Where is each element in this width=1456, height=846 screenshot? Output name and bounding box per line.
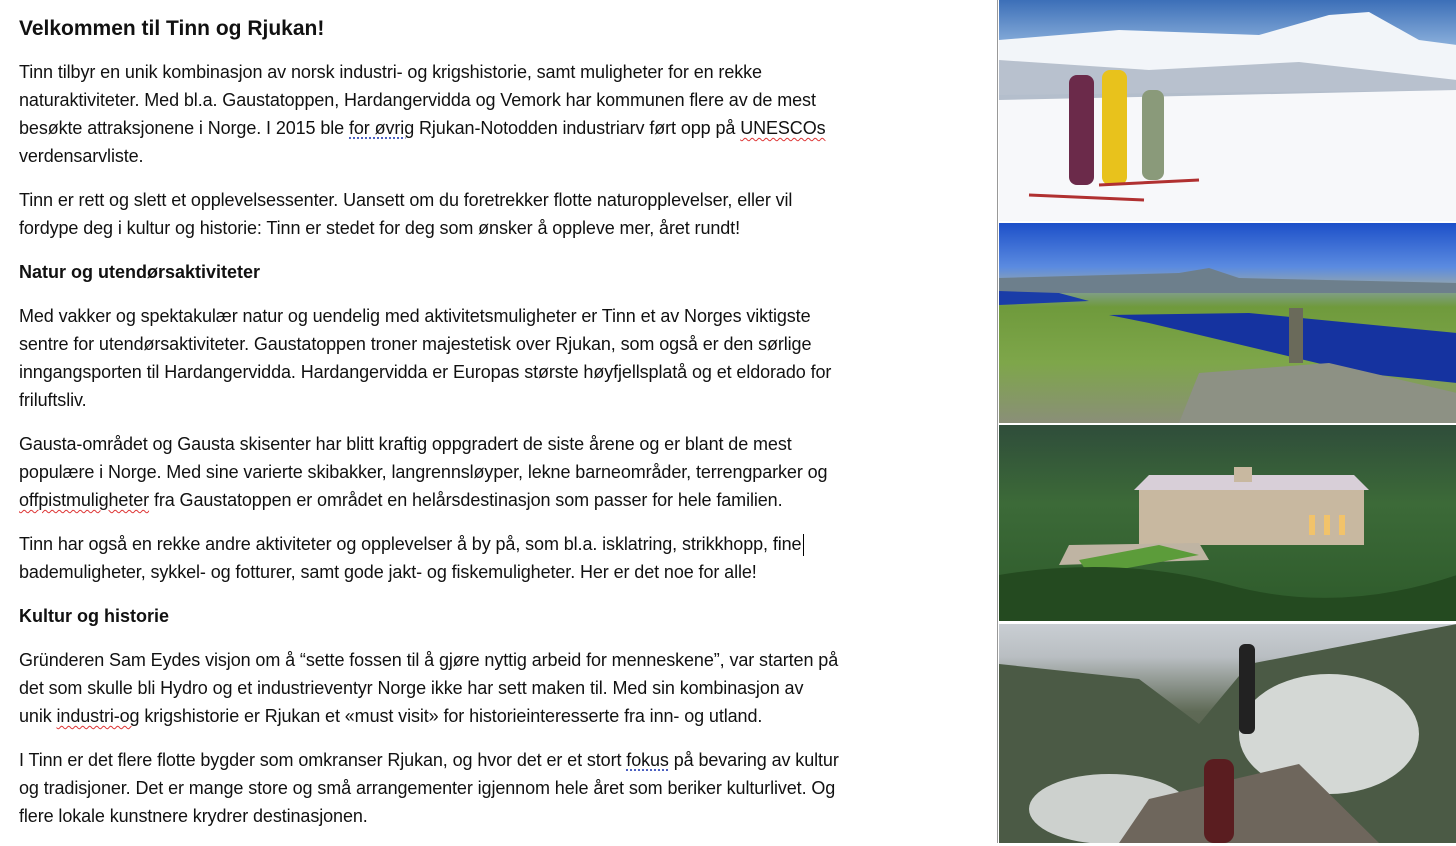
- text-segment: besøkte attraksjonene i Norge. I 2015 ble: [19, 118, 349, 138]
- document-title: Velkommen til Tinn og Rjukan!: [19, 17, 325, 40]
- text-segment: verdensarvliste.: [19, 146, 144, 166]
- text-line: [19, 458, 994, 486]
- text-segment: unik: [19, 706, 57, 726]
- skiers-illustration: [999, 0, 1456, 221]
- text-segment: Tinn har også en rekke andre aktiviteter og opplevelser å by på, som bl.a. isklatring, strikkhopp, fine: [19, 534, 802, 554]
- document-content: [19, 58, 994, 830]
- photo-hardangervidda-lake[interactable]: [999, 223, 1456, 423]
- text-line: [19, 530, 994, 558]
- paragraph: [19, 746, 994, 830]
- spelling-error-word[interactable]: UNESCOs: [740, 118, 826, 138]
- text-line: [19, 774, 994, 802]
- spelling-error-word[interactable]: industri-og: [56, 706, 140, 726]
- text-segment: og tradisjoner. Det er mange store og små arrangementer igjennom hele året som beriker kulturlivet. Og: [19, 778, 836, 798]
- text-segment: Tinn er rett og slett et opplevelsessenter. Uansett om du foretrekker flotte naturopplevelser, eller vil: [19, 190, 793, 210]
- section-heading: Natur og utendørsaktiviteter: [19, 262, 261, 282]
- text-segment: Gausta-området og Gausta skisenter har blitt kraftig oppgradert de siste årene og er blant de mest: [19, 434, 792, 454]
- photo-skiers-gaustatoppen[interactable]: [999, 0, 1456, 221]
- text-line: [19, 558, 994, 586]
- vemork-illustration: [999, 425, 1456, 621]
- text-segment: fra Gaustatoppen er området en helårsdestinasjon som passer for hele familien.: [149, 490, 783, 510]
- paragraph: [19, 530, 994, 586]
- text-segment: inngangsporten til Hardangervidda. Hardangervidda er Europas største høyfjellsplatå og et eldorado for: [19, 362, 832, 382]
- text-segment: på bevaring av kultur: [668, 750, 839, 770]
- performance-illustration: [999, 624, 1456, 843]
- text-segment: bademuligheter, sykkel- og fotturer, samt gode jakt- og fiskemuligheter. Her er det noe for alle!: [19, 562, 757, 582]
- paragraph: [19, 646, 994, 730]
- text-segment: populære i Norge. Med sine varierte skibakker, langrennsløyper, lekne barneområder, terrengparker og: [19, 462, 828, 482]
- text-line: [19, 114, 994, 142]
- text-line: [19, 358, 994, 386]
- text-segment: Tinn tilbyr en unik kombinasjon av norsk industri- og krigshistorie, samt muligheter for en rekke: [19, 62, 762, 82]
- text-segment: det som skulle bli Hydro og et industrieventyr Norge ikke har sett maken til. Med sin kombinasjon av: [19, 678, 804, 698]
- text-segment: Rjukan-Notodden industriarv ført opp på: [414, 118, 741, 138]
- text-segment: sentre for utendørsaktiviteter. Gaustatoppen troner majestetisk over Rjukan, som også er den sørlige: [19, 334, 812, 354]
- spelling-error-word[interactable]: offpistmuligheter: [19, 490, 150, 510]
- section-heading: Kultur og historie: [19, 606, 169, 626]
- text-line: [19, 430, 994, 458]
- text-line: [19, 646, 994, 674]
- text-segment: flere lokale kunstnere krydrer destinasjonen.: [19, 806, 368, 826]
- text-segment: fordype deg i kultur og historie: Tinn er stedet for deg som ønsker å oppleve mer, året rundt!: [19, 218, 740, 238]
- text-line: [19, 186, 994, 214]
- paragraph: [19, 58, 994, 170]
- text-line: [19, 674, 994, 702]
- text-line: [19, 214, 994, 242]
- text-line: [19, 86, 994, 114]
- text-line: [19, 746, 994, 774]
- lake-illustration: [999, 223, 1456, 423]
- text-segment: friluftsliv.: [19, 390, 87, 410]
- text-segment: naturaktiviteter. Med bl.a. Gaustatoppen, Hardangervidda og Vemork har kommunen flere av de mest: [19, 90, 816, 110]
- text-segment: I Tinn er det flere flotte bygder som omkranser Rjukan, og hvor det er et stort: [19, 750, 627, 770]
- grammar-suggestion-word[interactable]: fokus: [626, 750, 669, 770]
- paragraph: [19, 302, 994, 414]
- text-line: [19, 302, 994, 330]
- text-segment: Gründeren Sam Eydes visjon om å “sette fossen til å gjøre nyttig arbeid for menneskene”, var starten på: [19, 650, 839, 670]
- text-cursor: [803, 534, 804, 556]
- grammar-suggestion-word[interactable]: for øvrig: [349, 118, 415, 138]
- text-line: [19, 702, 994, 730]
- photo-vemork-power-station[interactable]: [999, 425, 1456, 621]
- text-line: [19, 386, 994, 414]
- text-line: [19, 486, 994, 514]
- document-body[interactable]: [19, 12, 994, 846]
- text-segment: krigshistorie er Rjukan et «must visit» for historieinteresserte fra inn- og utland.: [139, 706, 763, 726]
- paragraph: [19, 430, 994, 514]
- photo-cultural-performance[interactable]: [999, 624, 1456, 843]
- photo-column: [997, 0, 1456, 843]
- text-segment: Med vakker og spektakulær natur og uendelig med aktivitetsmuligheter er Tinn et av Norges viktigste: [19, 306, 811, 326]
- text-line: [19, 802, 994, 830]
- text-line: [19, 142, 994, 170]
- text-line: [19, 330, 994, 358]
- text-line: [19, 58, 994, 86]
- paragraph: [19, 186, 994, 242]
